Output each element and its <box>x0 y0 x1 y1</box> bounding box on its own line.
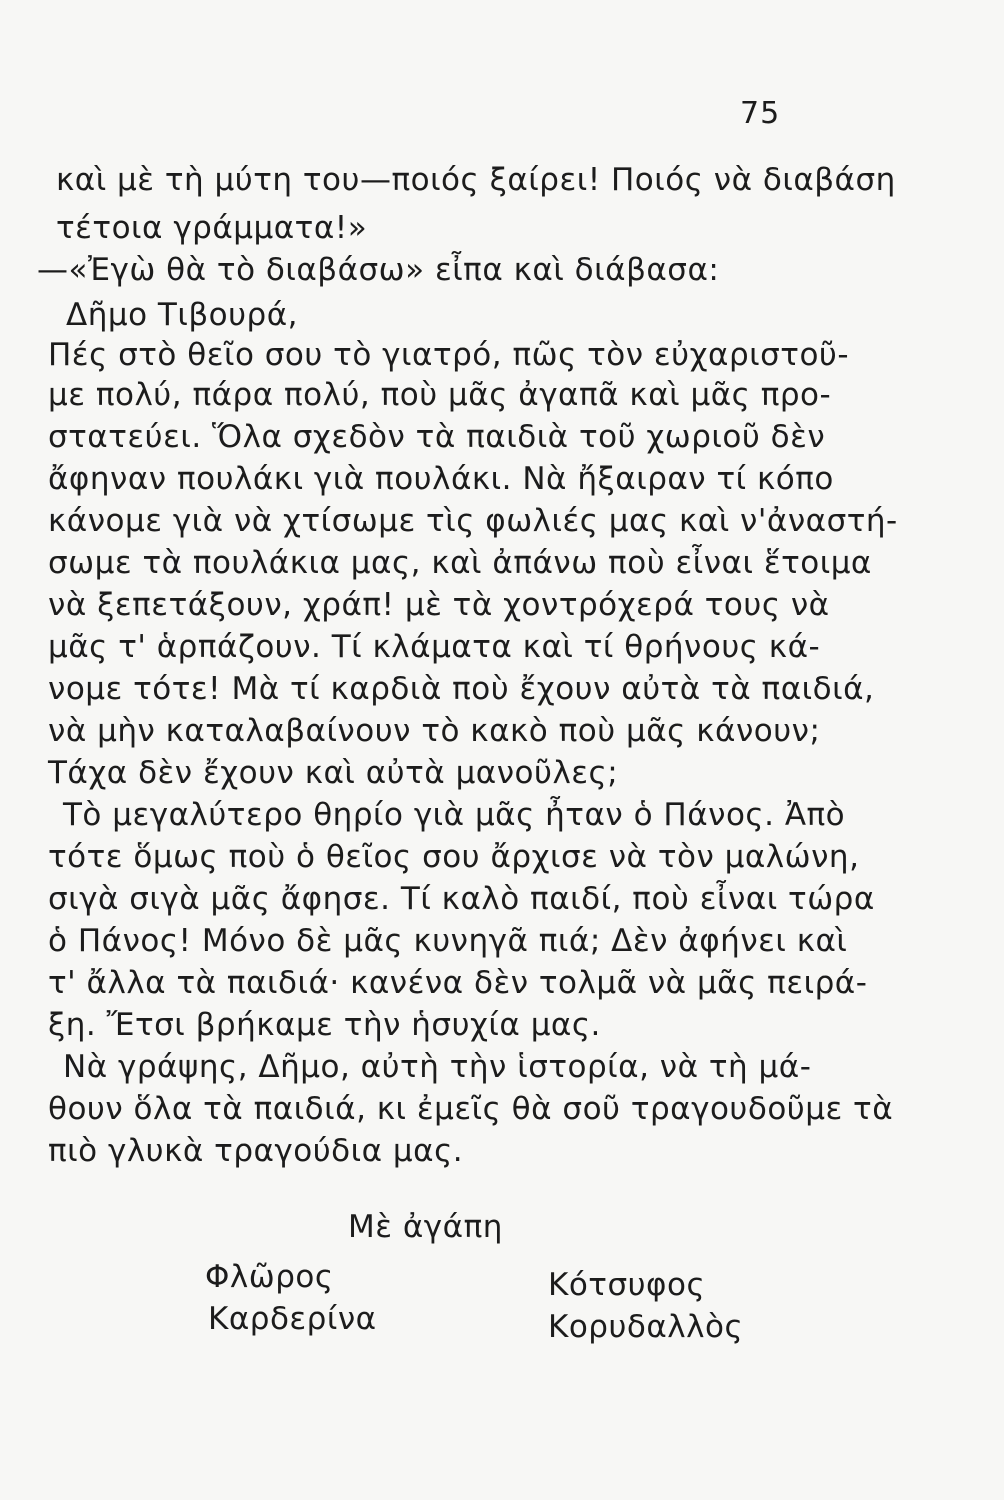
text-line: Πές στὸ θεῖο σου τὸ γιατρό, πῶς τὸν εὐχαριστοῦ- <box>48 337 850 373</box>
signature-name: Φλῶρος <box>205 1259 334 1295</box>
signature-name: Καρδερίνα <box>208 1301 377 1337</box>
page-number: 75 <box>740 96 781 131</box>
text-line: κάνομε γιὰ νὰ χτίσωμε τὶς φωλιές μας καὶ ν'ἀναστή- <box>48 503 898 539</box>
text-line: ὁ Πάνος! Μόνο δὲ μᾶς κυνηγᾶ πιά; Δὲν ἀφήνει καὶ <box>48 923 848 959</box>
text-line: τέτοια γράμματα!» <box>56 210 368 246</box>
text-line: τότε ὅμως ποὺ ὁ θεῖος σου ἄρχισε νὰ τὸν μαλώνη, <box>48 839 860 875</box>
text-line: σιγὰ σιγὰ μᾶς ἄφησε. Τί καλὸ παιδί, ποὺ εἶναι τώρα <box>48 881 875 917</box>
text-line: με πολύ, πάρα πολύ, ποὺ μᾶς ἀγαπᾶ καὶ μᾶς προ- <box>48 377 832 413</box>
signature-name: Κότσυφος <box>548 1267 706 1303</box>
text-line: ἄφηναν πουλάκι γιὰ πουλάκι. Νὰ ἤξαιραν τί κόπο <box>48 461 834 497</box>
text-line: νὰ ξεπετάξουν, χράπ! μὲ τὰ χοντρόχερά τους νὰ <box>48 587 830 623</box>
signature-name: Κορυδαλλὸς <box>548 1309 744 1345</box>
text-line: νὰ μὴν καταλαβαίνουν τὸ κακὸ ποὺ μᾶς κάνουν; <box>48 713 821 749</box>
text-line: νομε τότε! Μὰ τί καρδιὰ ποὺ ἔχουν αὐτὰ τὰ παιδιά, <box>48 671 875 707</box>
text-line: καὶ μὲ τὴ μύτη του—ποιός ξαίρει! Ποιός νὰ διαβάση <box>56 162 896 198</box>
text-line: Τάχα δὲν ἔχουν καὶ αὐτὰ μανοῦλες; <box>48 755 619 791</box>
text-line: σωμε τὰ πουλάκια μας, καὶ ἀπάνω ποὺ εἶναι ἕτοιμα <box>48 545 872 581</box>
text-line: —«Ἐγὼ θὰ τὸ διαβάσω» εἶπα καὶ διάβασα: <box>37 252 720 288</box>
text-line: ξη. Ἔτσι βρήκαμε τὴν ἡσυχία μας. <box>48 1007 601 1043</box>
text-line: τ' ἄλλα τὰ παιδιά· κανένα δὲν τολμᾶ νὰ μᾶς πειρά- <box>48 965 868 1001</box>
text-line: Νὰ γράψης, Δῆμο, αὐτὴ τὴν ἱστορία, νὰ τὴ μά- <box>63 1049 812 1085</box>
text-line: Δῆμο Τιβουρά, <box>66 297 298 333</box>
closing-line: Μὲ ἀγάπη <box>348 1209 503 1245</box>
text-line: Τὸ μεγαλύτερο θηρίο γιὰ μᾶς ἦταν ὁ Πάνος. Ἀπὸ <box>63 797 846 833</box>
text-line: πιὸ γλυκὰ τραγούδια μας. <box>48 1133 464 1169</box>
text-line: στατεύει. Ὅλα σχεδὸν τὰ παιδιὰ τοῦ χωριοῦ δὲν <box>48 419 826 455</box>
text-line: μᾶς τ' ἁρπάζουν. Τί κλάματα καὶ τί θρήνους κά- <box>48 629 821 665</box>
text-line: θουν ὅλα τὰ παιδιά, κι ἐμεῖς θὰ σοῦ τραγουδοῦμε τὰ <box>48 1091 894 1127</box>
